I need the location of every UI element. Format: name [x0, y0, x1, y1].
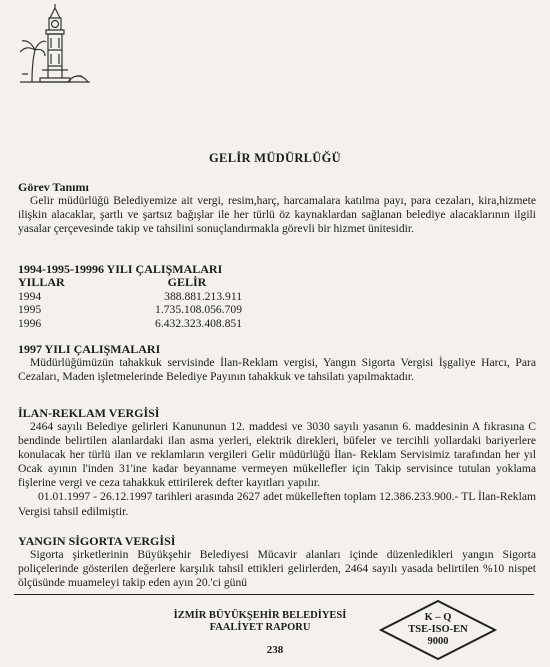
table-header-row — [18, 276, 242, 290]
section-heading: 1994-1995-19996 YILI ÇALIŞMALARI — [18, 262, 223, 276]
table-row — [18, 290, 242, 304]
section-income-table — [18, 262, 536, 330]
footer-report-name: FAALİYET RAPORU — [209, 622, 311, 633]
section-text: 2464 sayılı Belediye gelirleri Kanununun 12. maddesi ve 3030 sayılı yasanın 6. maddesinin A fıkrasına C bendinde belirtilen alanlardaki ilan asma yerleri, elektrik direkleri, büfeler ve tercihli yollardaki bariyerlere konulacak her türlü ilan ve reklamların vergileri Gelir müdürlüğü İlan- Reklam Servisimiz tarafından her yıl Ocak ayının l'inden 31'ine kadar beyanname vermeyen mükellefler için Takip servisince tutulan yoklama fişlerine vergi ve ceza tahakkuk ettirilerek defter kayıtları yapılır. — [18, 420, 536, 490]
section-heading: YANGIN SİGORTA VERGİSİ — [18, 534, 176, 548]
section-yangin-sigorta — [18, 534, 536, 590]
section-1997 — [18, 342, 536, 384]
section-heading: 1997 YILI ÇALIŞMALARI — [18, 342, 161, 356]
page-number: 238 — [266, 644, 284, 656]
table-row — [18, 317, 242, 331]
table-cell-year: 1994 — [18, 289, 42, 303]
section-heading: Görev Tanımı — [18, 180, 89, 194]
section-gorev — [18, 180, 536, 236]
stamp-line: K – Q — [424, 612, 452, 623]
table-cell-year: 1995 — [18, 303, 42, 316]
footer-org — [165, 610, 355, 634]
page-title: GELİR MÜDÜRLÜĞÜ — [209, 151, 341, 165]
stamp-line: TSE-ISO-EN — [408, 624, 468, 635]
column-header-income: GELİR — [167, 275, 207, 289]
table-row — [18, 303, 242, 317]
stamp-line: 9000 — [427, 636, 449, 647]
table-cell-year: 1996 — [18, 316, 42, 330]
section-heading: İLAN-REKLAM VERGİSİ — [18, 406, 160, 420]
quality-stamp-text — [378, 612, 498, 648]
income-table — [18, 276, 242, 330]
column-header-year: YILLAR — [18, 275, 65, 289]
table-cell-income: 1.735.108.056.709 — [155, 303, 242, 316]
section-text: Sigorta şirketlerinin Büyükşehir Belediyesi Mücavir alanları içinde düzenledikleri yangın Sigorta poliçelerinde gösterilen değerlere karşılık tahsil ettikleri gelirlerden, 2464 sayılı yasada belirtilen %10 nispet ölçüsünde muameleyi takip eden ayın 20.'ci günü — [18, 548, 536, 590]
footer-divider — [14, 594, 534, 595]
section-text: 01.01.1997 - 26.12.1997 tarihleri arasında 2627 adet mükelleften toplam 12.386.233.900.- TL İlan-Reklam Vergisi tahsil edilmiştir. — [18, 490, 536, 518]
footer-org-name: İZMİR BÜYÜKŞEHİR BELEDİYESİ — [173, 610, 347, 621]
section-ilan-reklam — [18, 406, 536, 519]
section-text: Gelir müdürlüğü Belediyemize ait vergi, resim,harç, harcamalara katılma payı, para cezaları, kira,hizmete ilişkin alacaklar, şartlı ve şartsız bağışlar ile her türlü öz kaynaklardan sağlanan belediye alacaklarının ilgili yasalar çerçevesinde takip ve tahsilini sonuçlandırmakla görevli bir hizmet ünitesidir. — [18, 194, 536, 236]
table-cell-income: 6.432.323.408.851 — [155, 316, 242, 330]
section-text: Müdürlüğümüzün tahakkuk servisinde İlan-Reklam vergisi, Yangın Sigorta Vergisi İşgaliye Harcı, Para Cezaları, Maden işletmelerinde Belediye Payının tahakkuk ve tahsilatı yapılmaktadır. — [18, 356, 536, 384]
table-cell-income: 388.881.213.911 — [164, 289, 242, 303]
clock-tower-logo-icon — [18, 4, 92, 84]
